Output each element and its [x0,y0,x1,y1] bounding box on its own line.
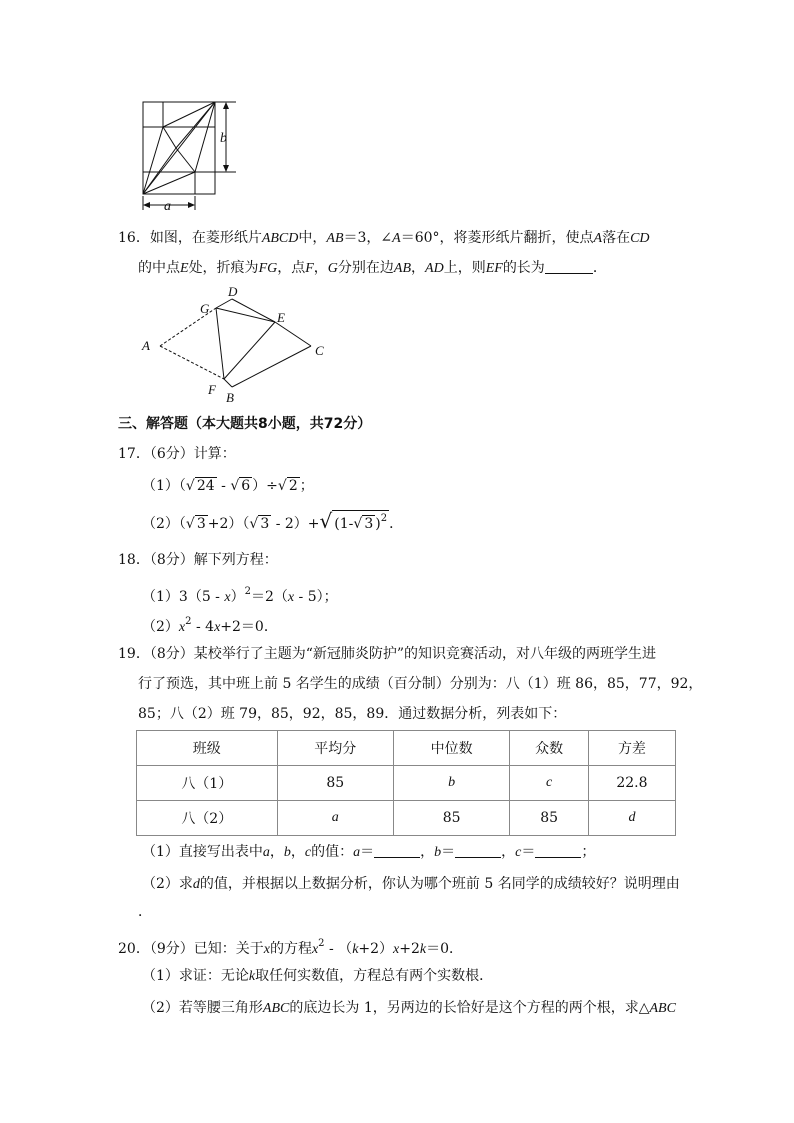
table-header-row [137,731,676,766]
q18-text: （2） [142,619,179,635]
q18-head: 18．（8分）解下列方程： [118,552,278,568]
fig16-label-b: B [226,390,234,405]
q18-var-x: x [214,620,221,635]
q19-line-1: 19．（8分）某校举行了主题为“新冠肺炎防护”的知识竞赛活动，对八年级的两班学生进 [118,646,657,662]
q16-text: 的中点 [138,260,180,276]
q19-text: ， [501,844,516,860]
q19-answer-a-blank[interactable] [374,843,420,858]
q17-sqrt: 2 [288,478,298,494]
q19-sub-2 [142,874,680,895]
q17-exponent: 2 [380,513,388,524]
q17-text: （2）（ [142,516,186,532]
q19-var-c: c [304,845,312,860]
q17-sqrt: 3 [260,516,270,532]
q20-text: 的底边长为 1，另两边的长恰好是这个方程的两个根，求△ [289,1000,650,1016]
q19-text: 的值，并根据以上数据分析，你认为哪个班前 5 名同学的成绩较好？说明理由 [199,876,680,892]
q20-text: 的方程 [269,941,312,957]
q16-var-abcd: ABCD [261,231,299,246]
q15-figure [136,96,246,216]
table-cell: b [393,766,509,801]
q16-number: 16． [118,230,150,246]
q17-sqrt: 3 [364,516,374,532]
table-row [137,801,676,836]
table-cell: 八（2） [137,801,278,836]
q16-text: 中， [298,230,327,246]
table-header-cell: 班级 [137,731,278,766]
q20-text: （1）求证：无论 [142,968,249,984]
q19-line-3: 85；八（2）班 79，85，92，85，89．通过数据分析，列表如下： [138,706,567,722]
q16-figure [136,282,336,406]
q16-text: ． [592,260,607,276]
table-header-cell: 众数 [510,731,589,766]
q16-line-2 [138,258,607,279]
table-cell: 85 [510,801,589,836]
q18-text: ＝2（ [250,589,288,605]
section-3-title-text: 分） [343,416,372,432]
q16-var-e: E [180,261,189,276]
q18-part-1 [142,582,338,608]
q20-var-x: x [263,942,270,957]
q16-text: ＝3，∠ [343,230,393,246]
q17-text: ) [375,516,381,532]
q20-text: - （ [324,941,353,957]
q18-exponent: 2 [185,616,192,627]
q16-text: 如图，在菱形纸片 [149,230,262,246]
fig15-label-b: b [220,131,227,146]
q19-var-b: b [283,845,291,860]
q17-text: ； [299,478,314,494]
fig16-label-g: G [200,301,210,316]
q17-sqrt: 6 [241,478,251,494]
fig16-label-f: F [208,382,216,397]
q18-part-2 [142,612,278,638]
q19-sub-1 [142,842,595,863]
q20-text: 20．（9分）已知：关于 [118,941,264,957]
q20-var-k: k [352,942,359,957]
q20-text: 取任何实数值，方程总有两个实数根． [255,968,494,984]
table-cell: d [588,801,675,836]
q20-part-1 [142,966,493,987]
q16-var-fg: FG [258,261,278,276]
q19-text: （1）直接写出表中 [142,844,263,860]
table-header-cell: 中位数 [393,731,509,766]
q20-var-x: x [393,942,400,957]
q16-text: ＝60°，将菱形纸片翻折，使点 [400,230,594,246]
q16-answer-blank[interactable] [545,259,593,274]
q16-text: 分别在边 [337,260,394,276]
q20-var-k: k [419,942,427,957]
q17-text: （1）（ [142,478,186,494]
q20-exponent: 2 [318,938,325,949]
q16-text: ， [313,260,328,276]
q19-text: ， [420,844,435,860]
q19-answer-c-blank[interactable] [535,843,581,858]
q19-text: ＝ [521,844,536,860]
q17-text: ）÷ [252,478,278,494]
q17-text: - [216,478,231,494]
q17-part-2: （2）（√ 3 +2）（√ 3 - 2）+√ (1-√ 3 )$^2$ ． [142,509,404,533]
fig16-label-d: D [228,284,238,299]
q16-var-ad: AD [425,261,444,276]
q19-var-a: a [262,845,270,860]
q16-var-cd: CD [630,231,650,246]
q17-text: +2）（ [207,516,250,532]
q18-text: - 5）； [294,589,338,605]
q16-var-g: G [327,261,338,276]
q17-text: ． [389,516,404,532]
section-3-count: 8 [258,416,268,432]
q19-var-d: d [192,877,200,892]
q20-part-2 [142,998,676,1019]
q20-text: ＝0． [426,941,464,957]
section-3-points: 72 [323,416,344,432]
q19-line-2: 行了预选，其中班上前 5 名学生的成绩（百分制）分别为：八（1）班 86，85，77，92， [138,676,703,692]
q19-text: ； [581,844,596,860]
table-cell: c [510,766,589,801]
q19-var-b: b [434,845,442,860]
table-header-cell: 平均分 [277,731,393,766]
section-3-title-text: 小题，共 [267,416,324,432]
q19-text: 的值： [311,844,354,860]
q16-var-ab: AB [393,261,412,276]
table-cell: a [277,801,393,836]
fig16-label-a: A [142,338,150,353]
fig16-label-e: E [277,310,285,325]
q20-text: （2）若等腰三角形 [142,1000,263,1016]
q20-text: +2） [358,941,394,957]
q16-var-ab: AB [326,231,344,246]
q16-var-f: F [305,261,314,276]
q18-text: ） [230,589,245,605]
fig15-label-a: a [164,199,171,214]
q19-score-table [136,730,676,836]
section-3-title-text: 三、解答题（本大题共 [118,416,258,432]
q17-sqrt: 3 [196,516,206,532]
q16-text: ， [411,260,426,276]
table-cell: 八（1） [137,766,278,801]
q16-var-a: A [392,231,401,246]
q16-text: 上，则 [443,260,486,276]
q20-var-x: x [311,942,319,957]
q20-text: +2 [399,941,420,957]
q16-text: 处，折痕为 [188,260,259,276]
q16-text: 落在 [602,230,631,246]
q18-exponent: 2 [244,586,251,597]
q18-var-x: x [178,620,186,635]
q17-sqrt: 24 [196,478,215,494]
q18-var-x: x [287,590,295,605]
q19-text: ， [290,844,305,860]
q19-text: ＝ [360,844,375,860]
q19-text: （2）求 [142,876,193,892]
q18-text: （1）3（5 - [142,589,225,605]
table-cell: 85 [277,766,393,801]
q17-part-1: （1）（√ 24 - √ 6 ）÷√ 2 ； [142,478,314,494]
q20-var-abc: ABC [649,1001,676,1016]
q16-var-ef: EF [485,261,503,276]
q19-sub-2-end: ． [138,904,152,920]
q20-head [118,934,463,960]
q20-var-abc: ABC [262,1001,290,1016]
q16-text: ，点 [277,260,306,276]
q20-var-k: k [248,969,256,984]
q18-text: +2＝0． [220,619,278,635]
table-cell: 22.8 [588,766,675,801]
q16-text: 的长为 [502,260,545,276]
q18-text: - 4 [191,619,215,635]
q17-text: (1- [334,516,354,532]
q18-var-x: x [224,590,231,605]
table-cell: 85 [393,801,509,836]
q19-var-a: a [353,845,361,860]
q19-text: ＝ [441,844,456,860]
fig16-label-c: C [315,343,324,358]
q19-var-c: c [515,845,522,860]
q16-var-a: A [593,231,603,246]
q17-head: 17．（6分）计算： [118,446,236,462]
q19-text: ， [269,844,284,860]
table-row [137,766,676,801]
q16-line-1 [118,228,650,249]
q19-answer-b-blank[interactable] [455,843,501,858]
q17-text: - 2）+ [271,516,320,532]
table-header-cell: 方差 [588,731,675,766]
section-3-title [118,414,371,434]
